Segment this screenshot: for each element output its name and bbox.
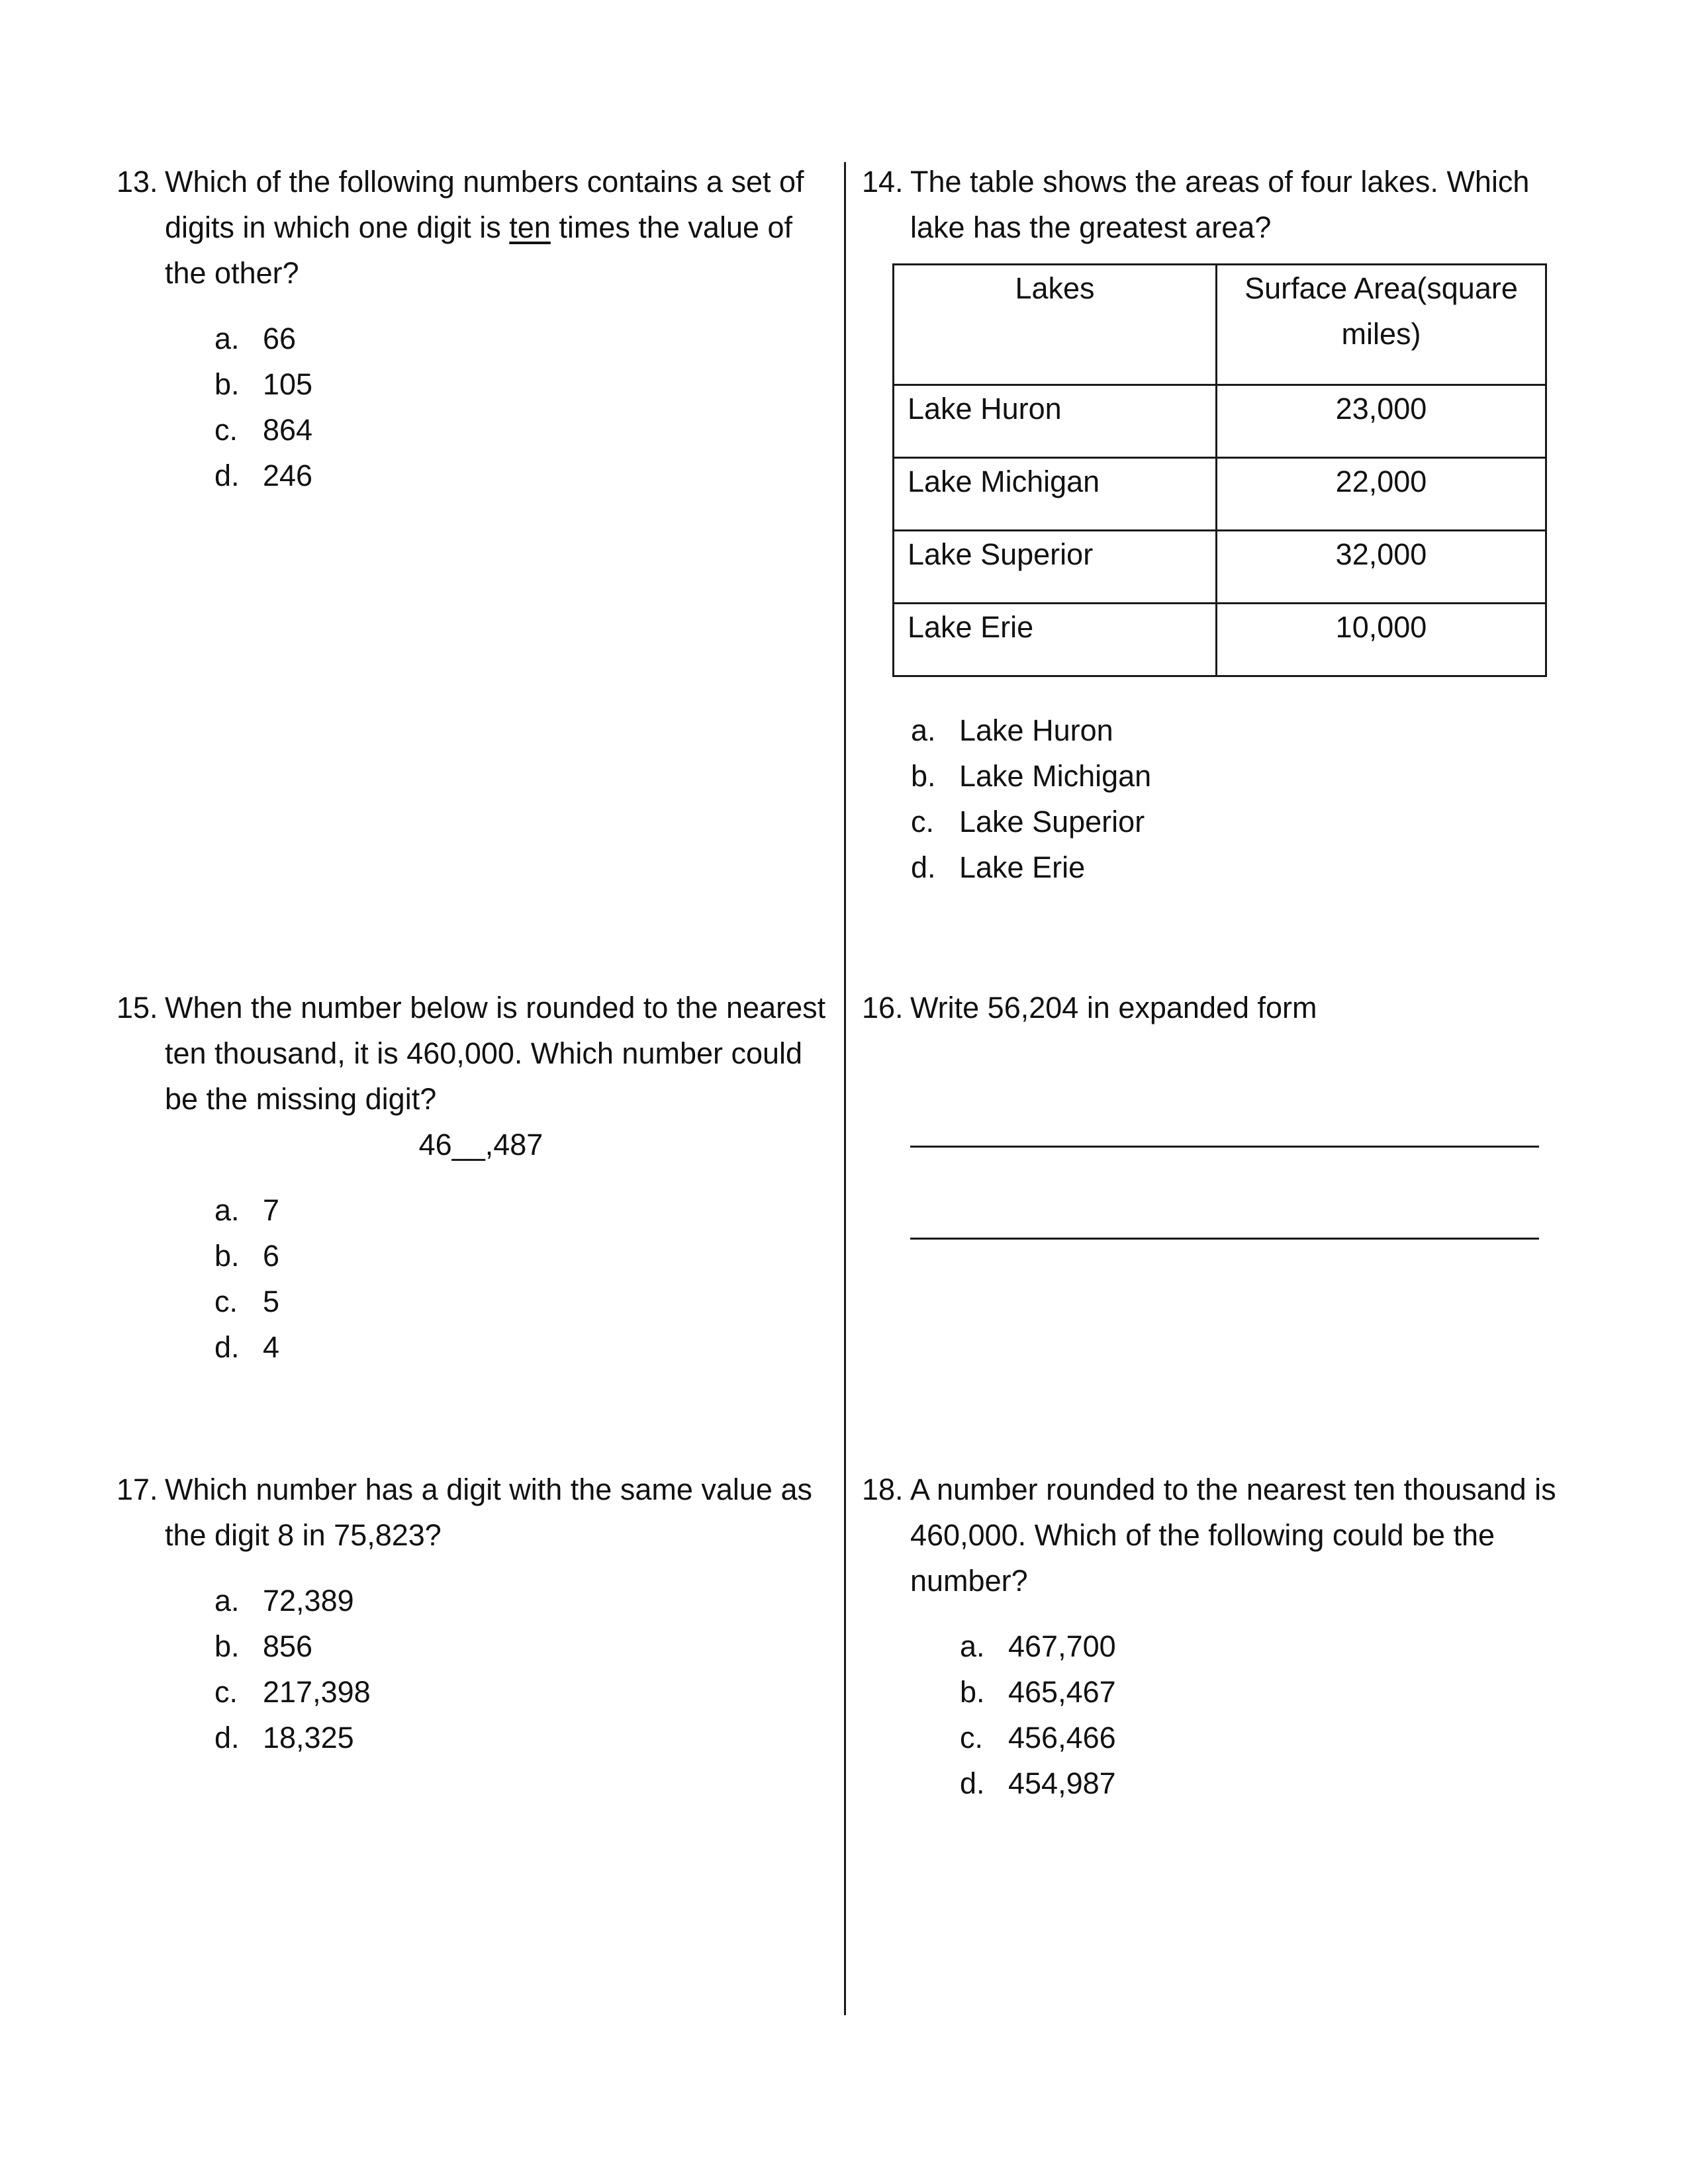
answer-option-a[interactable]: a. Lake Huron	[911, 713, 1113, 747]
table-row	[894, 531, 1546, 604]
answer-option-d[interactable]: d. 454,987	[960, 1766, 1116, 1800]
answer-options	[214, 1187, 831, 1370]
question-14	[862, 159, 1564, 890]
lake-name-cell: Lake Superior	[894, 531, 1217, 604]
answer-option-a[interactable]: a. 7	[214, 1193, 280, 1227]
answer-option-a[interactable]: a. 72,389	[214, 1584, 354, 1617]
lake-name-cell: Lake Michigan	[894, 458, 1217, 531]
answer-line[interactable]	[910, 1146, 1539, 1148]
answer-option-b[interactable]: b. 856	[214, 1629, 313, 1663]
question-number: 13.	[117, 165, 158, 199]
answer-option-d[interactable]: d. 246	[214, 459, 313, 492]
question-text: A number rounded to the nearest ten thousand is 460,000. Which of the following could be the number?	[910, 1473, 1556, 1598]
question-number: 17.	[117, 1473, 158, 1506]
underlined-word: ten	[509, 210, 551, 244]
question-17	[117, 1467, 831, 1760]
answer-options	[214, 316, 831, 498]
column-divider	[844, 162, 846, 2015]
question-text: When the number below is rounded to the nearest ten thousand, it is 460,000. Which number could be the missing digit?	[165, 991, 826, 1116]
table-row	[894, 385, 1546, 458]
lake-name-cell: Lake Erie	[894, 604, 1217, 676]
answer-options	[960, 1623, 1564, 1806]
missing-digit-number: 46__,487	[418, 1128, 543, 1161]
lake-name-cell: Lake Huron	[894, 385, 1217, 458]
question-number: 14.	[862, 165, 904, 199]
table-header-lakes: Lakes	[894, 265, 1217, 385]
answer-option-a[interactable]: a. 467,700	[960, 1629, 1116, 1663]
answer-option-d[interactable]: d. 4	[214, 1330, 280, 1364]
question-13	[117, 159, 831, 498]
question-16	[862, 985, 1564, 1240]
lake-area-cell: 10,000	[1217, 604, 1546, 676]
answer-option-c[interactable]: c. 217,398	[214, 1675, 371, 1709]
answer-option-b[interactable]: b. 6	[214, 1239, 280, 1273]
answer-option-b[interactable]: b. 105	[214, 367, 313, 401]
answer-option-c[interactable]: c. 5	[214, 1285, 280, 1318]
answer-options	[911, 707, 1564, 890]
question-stem	[117, 1467, 831, 1558]
question-text: Write 56,204 in expanded form	[910, 991, 1317, 1024]
question-text: Which of the following numbers contains a set of digits in which one digit is ten times the value of the other?	[165, 165, 804, 290]
answer-option-c[interactable]: c. Lake Superior	[911, 805, 1145, 839]
answer-option-b[interactable]: b. Lake Michigan	[911, 759, 1152, 793]
answer-option-d[interactable]: d. Lake Erie	[911, 850, 1086, 884]
answer-option-a[interactable]: a. 66	[214, 322, 297, 355]
question-stem	[862, 159, 1564, 250]
lake-area-cell: 23,000	[1217, 385, 1546, 458]
lake-area-table	[892, 263, 1547, 677]
question-stem	[862, 1467, 1564, 1604]
answer-option-c[interactable]: c. 864	[214, 413, 313, 447]
answer-option-c[interactable]: c. 456,466	[960, 1721, 1116, 1754]
answer-option-d[interactable]: d. 18,325	[214, 1721, 354, 1754]
lake-area-cell: 32,000	[1217, 531, 1546, 604]
question-number: 18.	[862, 1473, 904, 1506]
lake-area-cell: 22,000	[1217, 458, 1546, 531]
table-header-row	[894, 265, 1546, 385]
answer-line[interactable]	[910, 1238, 1539, 1240]
question-stem	[862, 985, 1564, 1030]
answer-option-b[interactable]: b. 465,467	[960, 1675, 1116, 1709]
question-15	[117, 985, 831, 1370]
question-stem	[117, 159, 831, 296]
table-row	[894, 458, 1546, 531]
question-18	[862, 1467, 1564, 1806]
question-number: 15.	[117, 991, 158, 1024]
table-row	[894, 604, 1546, 676]
question-text: Which number has a digit with the same value as the digit 8 in 75,823?	[165, 1473, 812, 1552]
question-text: The table shows the areas of four lakes. Which lake has the greatest area?	[910, 165, 1530, 244]
question-number: 16.	[862, 991, 904, 1024]
question-stem	[117, 985, 831, 1122]
table-header-area: Surface Area(square miles)	[1217, 265, 1546, 385]
answer-options	[214, 1578, 831, 1760]
